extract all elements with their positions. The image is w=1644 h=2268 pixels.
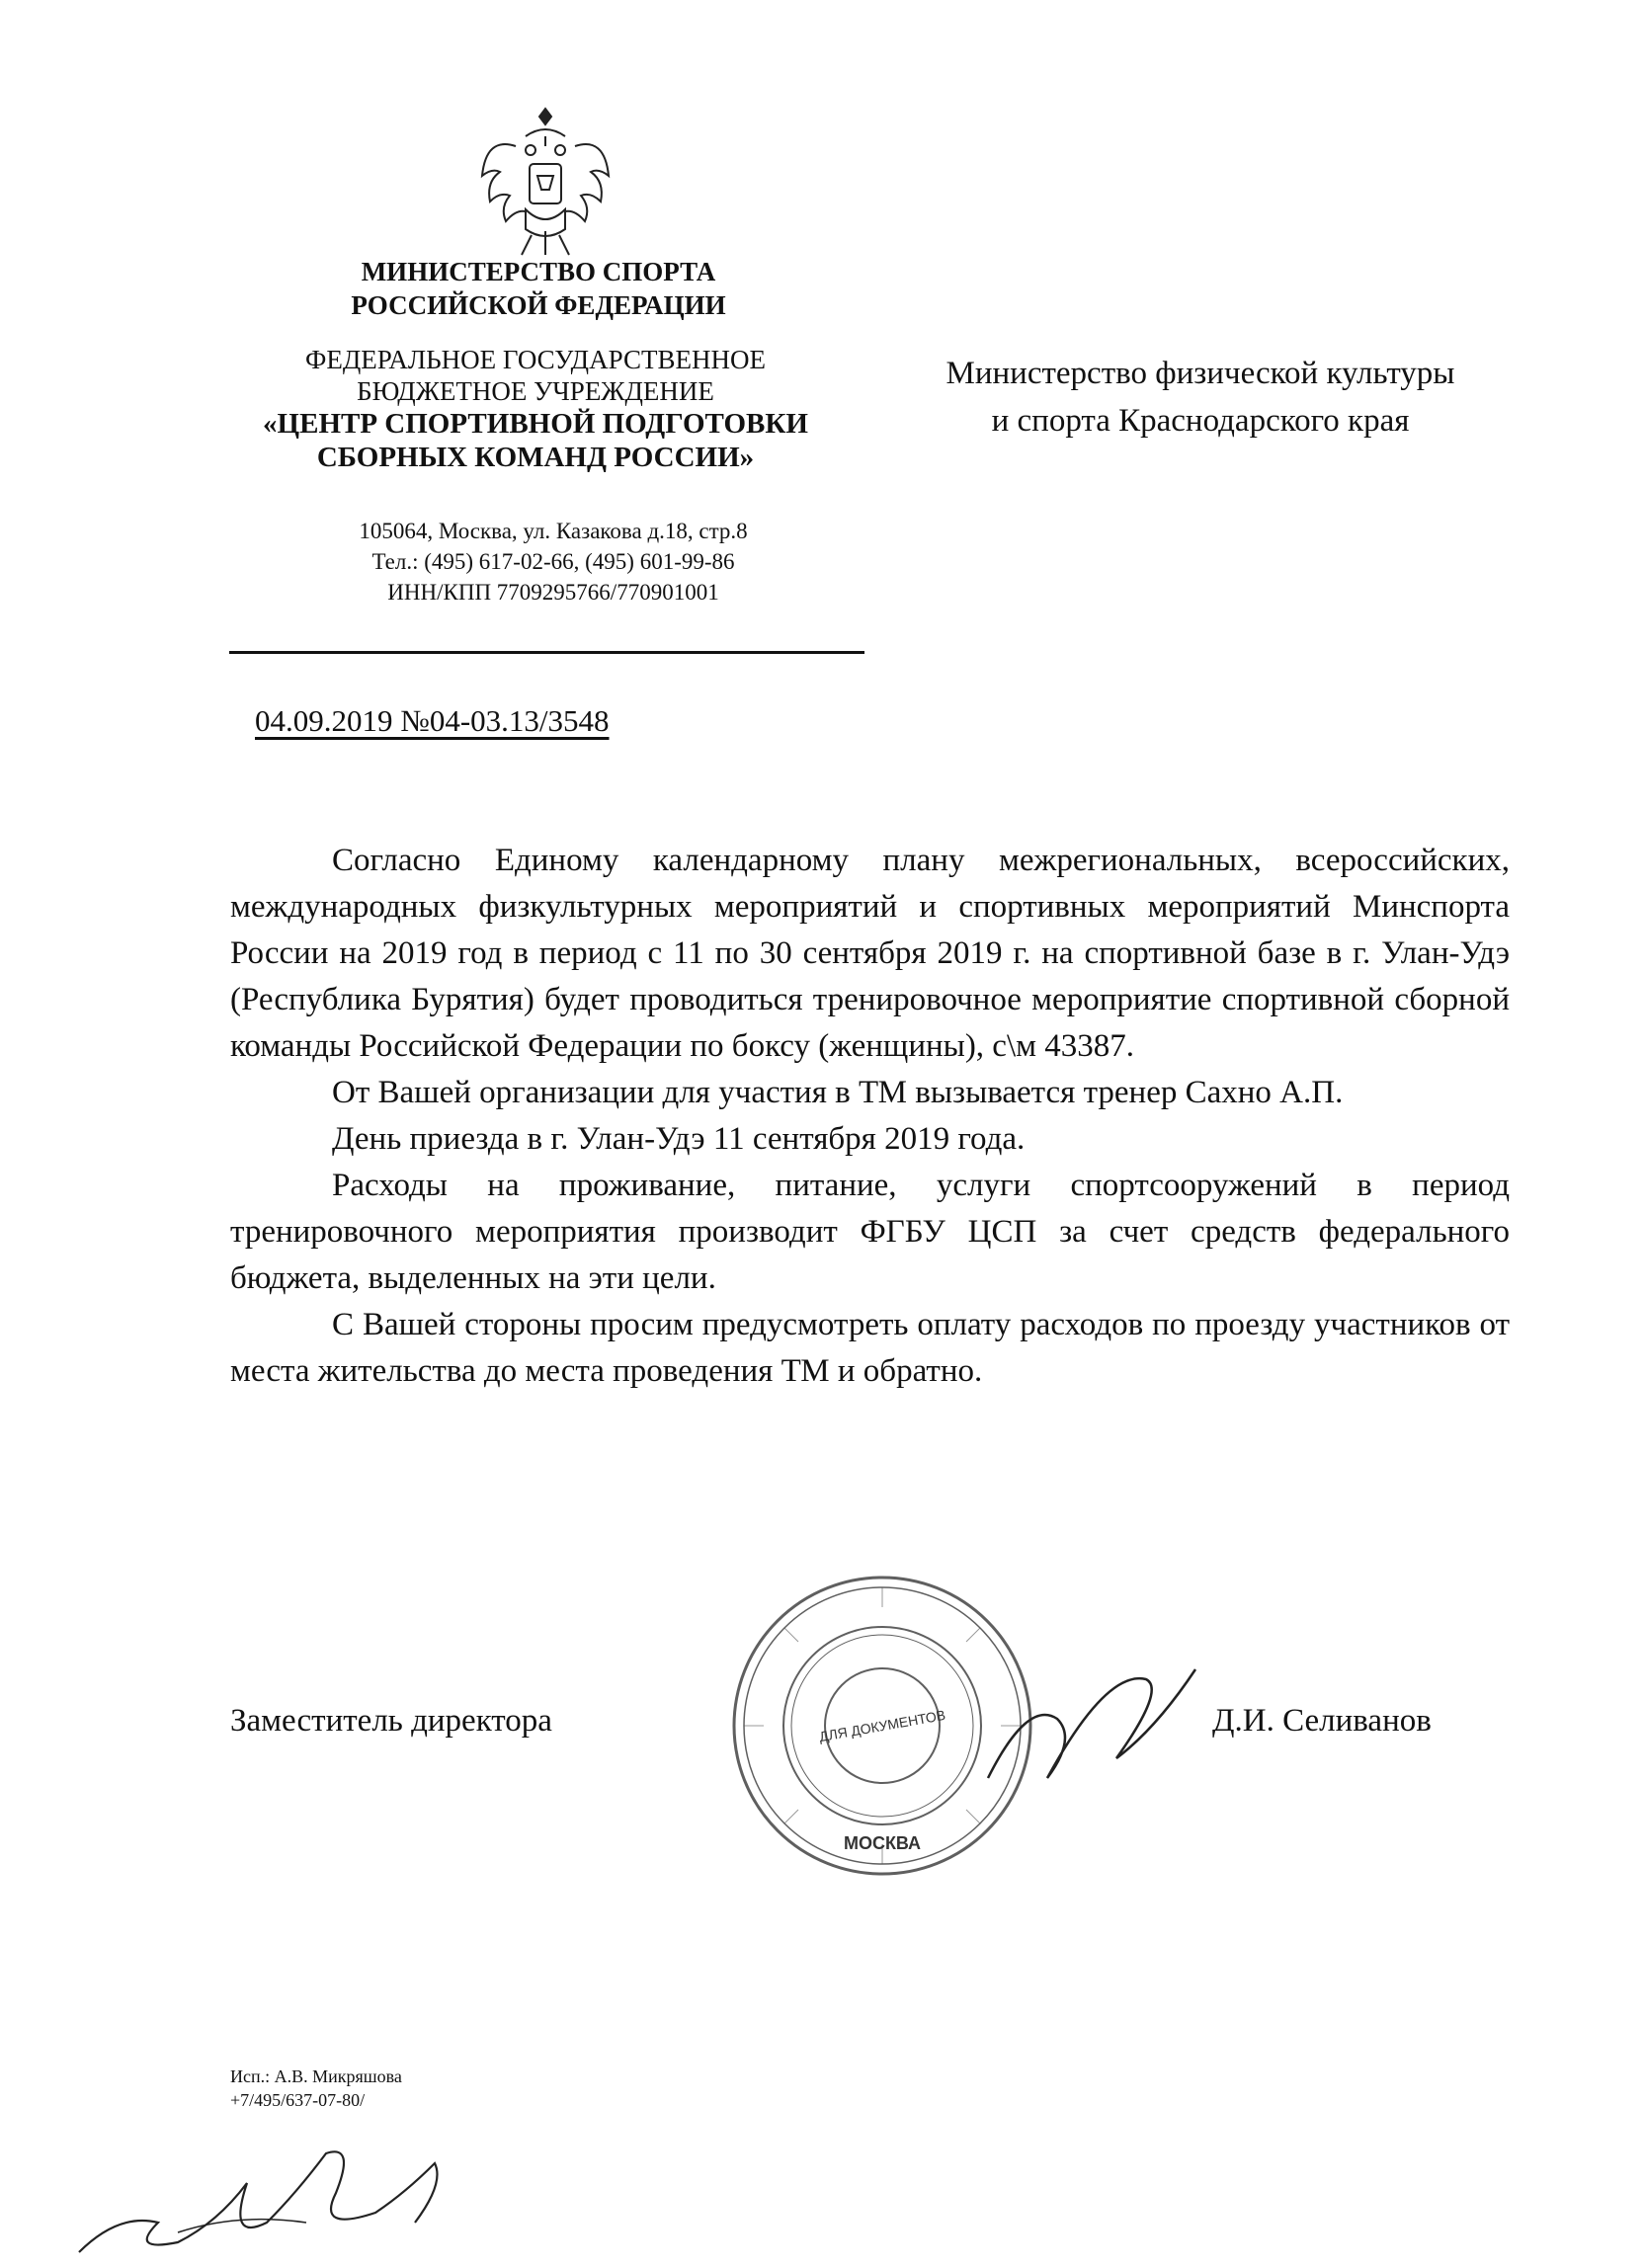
paragraph-2: От Вашей организации для участия в ТМ вызывается тренер Сахно А.П. <box>332 1075 1344 1110</box>
signer-name: Д.И. Селиванов <box>1212 1703 1432 1739</box>
director-signature <box>978 1660 1215 1808</box>
stamp-center-text: ДЛЯ ДОКУМЕНТОВ <box>817 1706 947 1745</box>
org-address: 105064, Москва, ул. Казакова д.18, стр.8 <box>359 519 748 543</box>
recipient-line-1: Министерство физической культуры <box>945 356 1455 391</box>
ministry-name <box>296 255 781 322</box>
org-line-2: БЮДЖЕТНОЕ УЧРЕЖДЕНИЕ <box>357 376 714 406</box>
registration-number: 04.09.2019 №04-03.13/3548 <box>255 703 610 738</box>
paragraph-1: Согласно Единому календарному плану межрегиональных, всероссийских, международных физкультурных мероприятий и спортивных мероприятий Минспорта России на 2019 год в период с 11 по 30 сентября 2019 г. на спортивной базе в г. Улан-Удэ (Республика Бурятия) будет проводиться тренировочное мероприятие спортивной сборной команды Российской Федерации по боксу (женщины), с\м 43387. <box>230 843 1510 1064</box>
org-line-3: «ЦЕНТР СПОРТИВНОЙ ПОДГОТОВКИ <box>263 408 808 440</box>
org-line-1: ФЕДЕРАЛЬНОЕ ГОСУДАРСТВЕННОЕ <box>305 345 766 374</box>
letter-body <box>230 838 1510 1395</box>
org-phone: Тел.: (495) 617-02-66, (495) 601-99-86 <box>371 549 735 574</box>
org-line-4: СБОРНЫХ КОМАНД РОССИИ» <box>316 442 755 473</box>
recipient <box>869 350 1531 445</box>
paragraph-3: День приезда в г. Улан-Удэ 11 сентября 2019 года. <box>332 1121 1026 1157</box>
recipient-line-2: и спорта Краснодарского края <box>991 403 1410 439</box>
letterhead-divider <box>229 651 864 654</box>
executor-info <box>230 2065 402 2112</box>
org-contacts <box>296 516 810 608</box>
stamp-bottom-text: МОСКВА <box>843 1833 922 1853</box>
ministry-line-1: МИНИСТЕРСТВО СПОРТА <box>361 257 716 286</box>
signer-position: Заместитель директора <box>230 1703 552 1739</box>
executor-phone: +7/495/637-07-80/ <box>230 2090 366 2110</box>
coat-of-arms-icon <box>476 107 615 265</box>
paragraph-5: С Вашей стороны просим предусмотреть оплату расходов по проезду участников от места жительства до места проведения ТМ и обратно. <box>230 1307 1510 1389</box>
handwritten-signature <box>59 2134 484 2262</box>
organization-name <box>259 344 812 474</box>
org-inn: ИНН/КПП 7709295766/770901001 <box>387 580 719 605</box>
ministry-line-2: РОССИЙСКОЙ ФЕДЕРАЦИИ <box>351 290 726 320</box>
executor-name: Исп.: А.В. Микряшова <box>230 2066 402 2086</box>
paragraph-4: Расходы на проживание, питание, услуги спортсооружений в период тренировочного мероприятия производит ФГБУ ЦСП за счет средств федерального бюджета, выделенных на эти цели. <box>230 1168 1510 1296</box>
